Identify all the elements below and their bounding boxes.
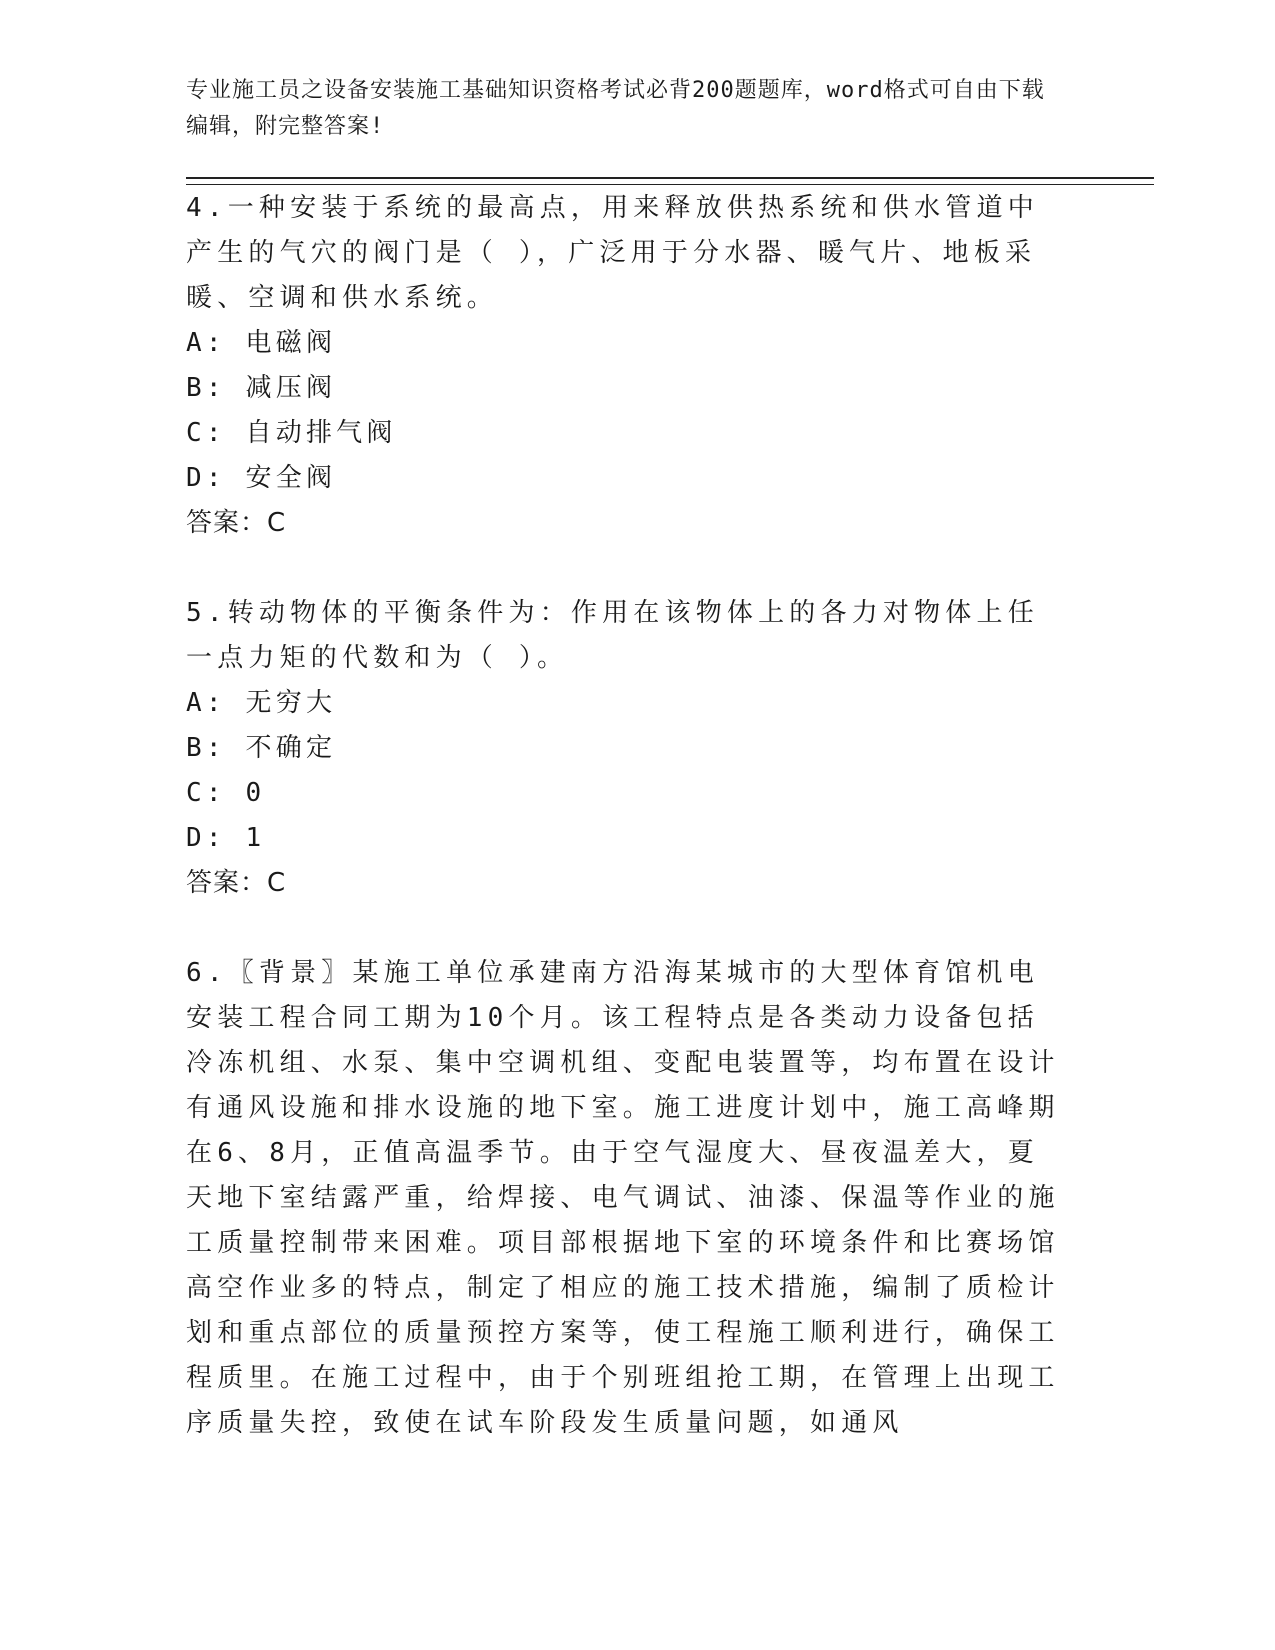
question-stem: 5.转动物体的平衡条件为：作用在该物体上的各力对物体上任一点力矩的代数和为（ ）。 <box>186 598 1039 673</box>
option-b: B: 不确定 <box>186 733 337 763</box>
option-a: A: 电磁阀 <box>186 328 337 358</box>
question-stem: 4.一种安装于系统的最高点，用来释放供热系统和供水管道中产生的气穴的阀门是（ ），广泛用于分水器、暖气片、地板采暖、空调和供水系统。 <box>186 193 1039 313</box>
question-spacer <box>186 546 1066 591</box>
option-c: C: 0 <box>186 778 266 808</box>
header-rule-thin <box>186 184 1154 185</box>
question-5 <box>186 591 1066 906</box>
question-answer: 答案：C <box>186 508 287 538</box>
question-answer: 答案：C <box>186 868 287 898</box>
option-a: A: 无穷大 <box>186 688 337 718</box>
question-list <box>186 186 1066 1446</box>
option-d: D: 1 <box>186 823 266 853</box>
header-rule-thick <box>186 177 1154 179</box>
question-stem: 6.〖背景〗某施工单位承建南方沿海某城市的大型体育馆机电安装工程合同工期为10个月。该工程特点是各类动力设备包括冷冻机组、水泵、集中空调机组、变配电装置等，均布置在设计有通风设施和排水设施的地下室。施工进度计划中，施工高峰期在6、8月，正值高温季节。由于空气湿度大、昼夜温差大，夏天地下室结露严重，给焊接、电气调试、油漆、保温等作业的施工质量控制带来困难。项目部根据地下室的环境条件和比赛场馆高空作业多的特点，制定了相应的施工技术措施，编制了质检计划和重点部位的质量预控方案等，使工程施工顺利进行，确保工程质里。在施工过程中，由于个别班组抢工期，在管理上出现工序质量失控，致使在试车阶段发生质量问题，如通风 <box>186 958 1060 1438</box>
option-b: B: 减压阀 <box>186 373 337 403</box>
option-d: D: 安全阀 <box>186 463 337 493</box>
option-c: C: 自动排气阀 <box>186 418 397 448</box>
question-4 <box>186 186 1066 546</box>
document-header: 专业施工员之设备安装施工基础知识资格考试必背200题题库，word格式可自由下载编辑，附完整答案! <box>186 78 1045 139</box>
question-6 <box>186 951 1066 1446</box>
question-spacer <box>186 906 1066 951</box>
